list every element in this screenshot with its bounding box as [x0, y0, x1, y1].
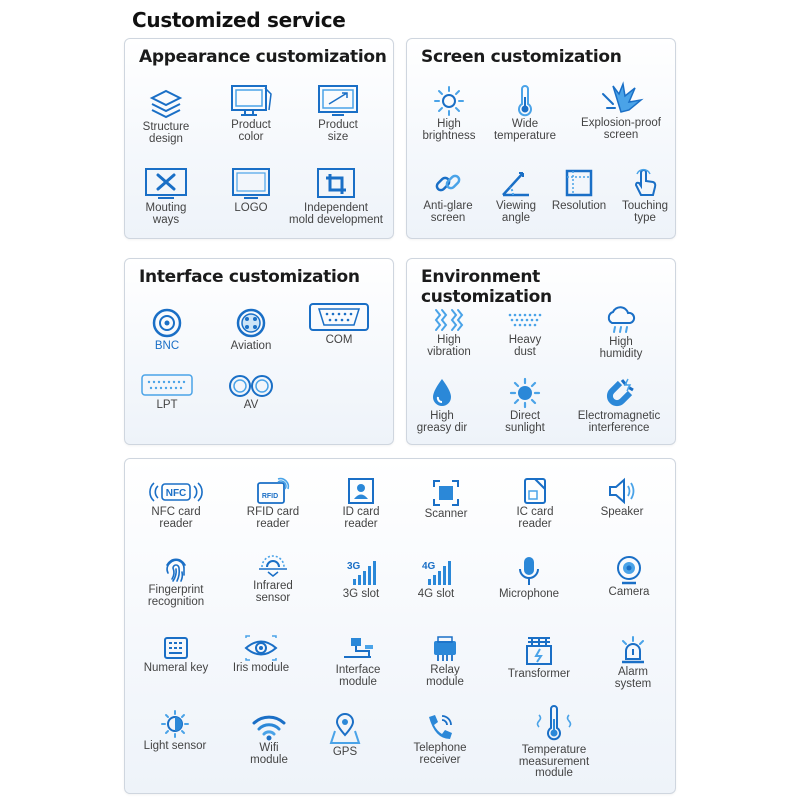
item-label: COM	[325, 334, 353, 346]
camera-icon	[614, 555, 644, 585]
item-label: 3G slot	[342, 588, 380, 600]
panel-title: Screen customization	[421, 47, 622, 67]
relay-icon	[431, 635, 459, 663]
layers-icon	[148, 88, 184, 120]
nfc-icon	[148, 479, 204, 505]
4g-icon-text: 4G	[422, 561, 436, 572]
lpt-port-icon	[141, 374, 193, 398]
item-label: Scanner	[424, 508, 468, 520]
electromagnetic-item	[564, 377, 674, 434]
speaker-icon	[607, 477, 637, 505]
temperature-icon	[536, 705, 572, 743]
signal-3g-icon	[345, 559, 377, 587]
item-label: Heavy dust	[508, 334, 542, 358]
temperature-measurement-item	[499, 705, 609, 780]
item-label: Product size	[318, 119, 358, 143]
crop-icon	[316, 167, 356, 201]
nfc-card-reader-item	[121, 479, 231, 530]
item-label: Transformer	[507, 668, 571, 680]
dust-icon	[507, 311, 543, 333]
item-label: ID card reader	[342, 506, 380, 530]
touching-type-item	[590, 167, 700, 224]
rfid-icon	[256, 477, 290, 505]
item-label: Viewing angle	[495, 200, 537, 224]
camera-item	[574, 555, 684, 599]
eye-icon	[244, 635, 278, 661]
oil-drop-icon	[429, 377, 455, 409]
product-size-item	[283, 84, 393, 143]
wifi-icon	[251, 713, 287, 741]
iris-module-item	[206, 635, 316, 675]
item-label: Anti-glare screen	[423, 200, 473, 224]
id-card-icon	[347, 477, 375, 505]
interface-customization-panel	[124, 258, 394, 445]
environment-customization-panel	[406, 258, 676, 445]
monitor-resize-icon	[317, 84, 359, 118]
item-label: Speaker	[600, 506, 644, 518]
panel-title: Environment customization	[421, 267, 552, 307]
item-label: BNC	[154, 340, 180, 352]
item-label: AV	[243, 399, 259, 411]
heavy-dust-item	[470, 311, 580, 358]
signal-4g-icon	[420, 559, 452, 587]
item-label: Temperature measurement module	[518, 744, 590, 779]
item-label: Direct sunlight	[505, 410, 545, 434]
item-label: Explosion-proof screen	[581, 117, 661, 141]
item-label: Interface module	[335, 664, 381, 688]
item-label: Aviation	[230, 340, 272, 352]
page-title: Customized service	[132, 8, 346, 32]
item-label: RFID card reader	[246, 506, 300, 530]
panel-title: Appearance customization	[139, 47, 387, 67]
usb-icon	[341, 635, 375, 663]
feature-modules-panel	[124, 458, 676, 794]
item-label: Independent mold development	[289, 202, 383, 226]
item-label: 4G slot	[417, 588, 455, 600]
wide-temperature-item	[470, 85, 580, 142]
av-connector-icon	[227, 374, 275, 398]
item-label: Wide temperature	[493, 118, 556, 142]
gps-item	[290, 713, 400, 759]
keypad-icon	[163, 635, 189, 661]
item-label: Infrared sensor	[253, 580, 293, 604]
item-label: High brightness	[422, 118, 476, 142]
item-label: Wifi module	[250, 742, 288, 766]
touch-hand-icon	[630, 167, 660, 199]
com-item	[284, 303, 394, 347]
speaker-item	[567, 477, 677, 519]
explosion-proof-item	[566, 82, 676, 141]
high-humidity-item	[566, 307, 676, 360]
item-label: Electromagnetic interference	[577, 410, 661, 434]
item-label: Alarm system	[614, 666, 652, 690]
sun-icon	[433, 85, 465, 117]
item-label: Light sensor	[143, 740, 207, 752]
item-label: Camera	[608, 586, 650, 598]
infrared-icon	[256, 555, 290, 579]
scanner-icon	[432, 479, 460, 507]
item-label: Relay module	[426, 664, 464, 688]
telephone-receiver-item	[385, 713, 495, 766]
magnet-icon	[602, 377, 636, 409]
alarm-icon	[618, 635, 648, 665]
bnc-connector-icon	[151, 307, 183, 339]
aviation-connector-icon	[235, 307, 267, 339]
com-port-icon	[309, 303, 369, 333]
microphone-item	[474, 555, 584, 601]
link-icon	[432, 167, 464, 199]
transformer-icon	[524, 635, 554, 667]
item-label: IC card reader	[516, 506, 554, 530]
rain-cloud-icon	[605, 307, 637, 335]
item-label: Structure design	[142, 121, 190, 145]
rfid-icon-text: RFID	[261, 493, 279, 500]
tools-icon	[144, 167, 188, 201]
item-label: Product color	[231, 119, 271, 143]
av-item	[196, 374, 306, 412]
item-label: High humidity	[599, 336, 643, 360]
item-label: Microphone	[498, 588, 560, 600]
item-label: Numeral key	[143, 662, 209, 674]
item-label: Fingerprint recognition	[147, 584, 205, 608]
fingerprint-item	[121, 555, 231, 608]
monitor-icon	[231, 167, 271, 201]
item-label: Resolution	[551, 200, 607, 212]
sun-icon	[509, 377, 541, 409]
screen-customization-panel	[406, 38, 676, 239]
nfc-icon-text: NFC	[165, 488, 187, 499]
panel-title: Interface customization	[139, 267, 360, 287]
thermometer-icon	[509, 85, 541, 117]
item-label: NFC card reader	[151, 506, 201, 530]
item-label: High greasy dir	[416, 410, 468, 434]
item-label: High vibration	[427, 334, 471, 358]
fingerprint-icon	[162, 555, 190, 583]
alarm-system-item	[578, 635, 688, 690]
item-label: GPS	[332, 746, 358, 758]
item-label: LOGO	[234, 202, 268, 214]
item-label: LPT	[156, 399, 178, 411]
vibration-icon	[432, 307, 466, 333]
item-label: Mouting ways	[145, 202, 187, 226]
explosion-icon	[599, 82, 643, 116]
telephone-icon	[425, 713, 455, 741]
ic-card-icon	[521, 477, 549, 505]
monitor-brush-icon	[229, 84, 273, 118]
light-sensor-icon	[160, 709, 190, 739]
microphone-icon	[516, 555, 542, 587]
item-label: Touching type	[621, 200, 669, 224]
gps-icon	[329, 713, 361, 745]
appearance-customization-panel	[124, 38, 394, 239]
item-label: Telephone receiver	[413, 742, 467, 766]
item-label: Iris module	[232, 662, 290, 674]
independent-mold-item	[281, 167, 391, 226]
3g-icon-text: 3G	[347, 561, 361, 572]
